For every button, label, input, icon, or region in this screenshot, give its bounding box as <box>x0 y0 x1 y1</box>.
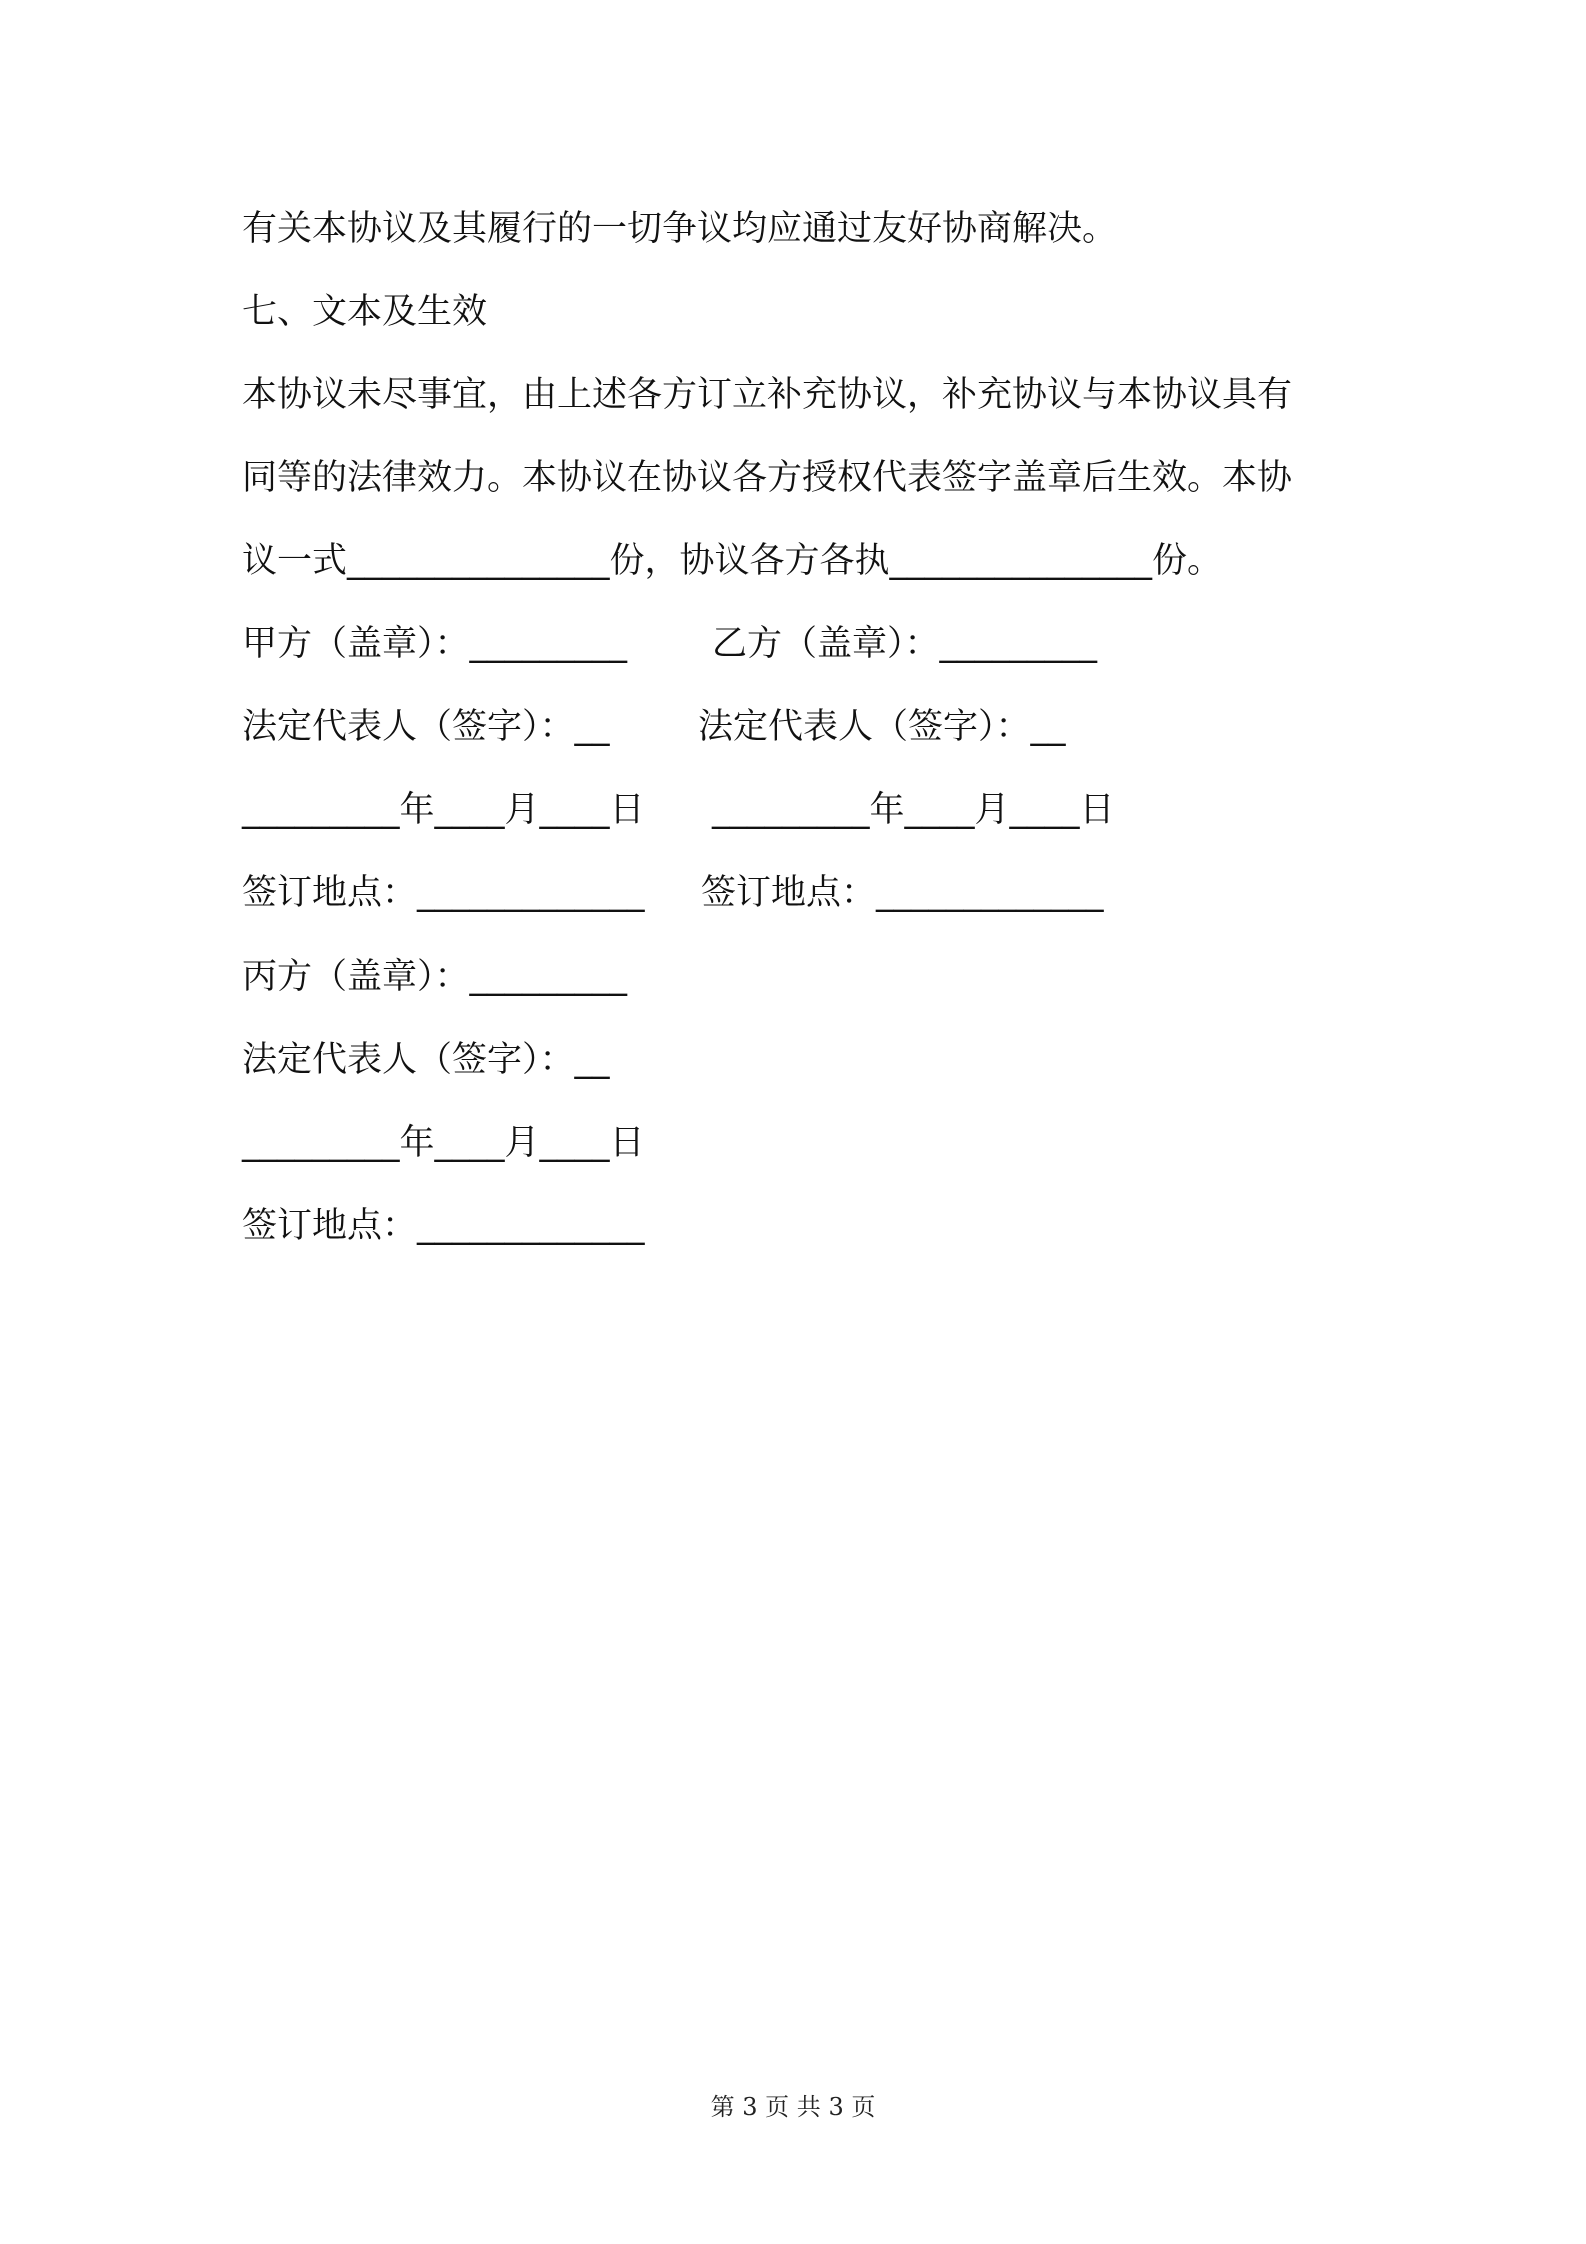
party-c-representative-field: 法定代表人（签字）：__ <box>242 1040 610 1080</box>
party-c-date-field: _________年____月____日 <box>242 1123 645 1163</box>
party-c-location-field: 签订地点：_____________ <box>242 1206 645 1246</box>
party-a-representative-field: 法定代表人（签字）：__ <box>242 707 610 747</box>
paragraph-supplement-line-2: 同等的法律效力。本协议在协议各方授权代表签字盖章后生效。本协 <box>242 458 1293 498</box>
party-a-location-field: 签订地点：_____________ <box>242 873 645 913</box>
party-c-seal-field: 丙方（盖章）：_________ <box>242 957 628 997</box>
paragraph-supplement-line-1: 本协议未尽事宜，由上述各方订立补充协议，补充协议与本协议具有 <box>242 375 1293 415</box>
party-b-date-field: _________年____月____日 <box>712 790 1115 830</box>
party-a-date-field: _________年____月____日 <box>242 790 645 830</box>
party-b-representative-field: 法定代表人（签字）：__ <box>698 707 1066 747</box>
party-a-seal-field: 甲方（盖章）：_________ <box>242 624 628 664</box>
paragraph-dispute-resolution: 有关本协议及其履行的一切争议均应通过友好协商解决。 <box>242 209 1118 249</box>
party-b-location-field: 签订地点：_____________ <box>701 873 1104 913</box>
section-heading-text-and-effect: 七、文本及生效 <box>242 292 488 332</box>
page-number-footer: 第 3 页 共 3 页 <box>710 2093 876 2121</box>
paragraph-copies-line: 议一式_______________份，协议各方各执_______________份。 <box>242 541 1223 581</box>
party-b-seal-field: 乙方（盖章）：_________ <box>712 624 1098 664</box>
